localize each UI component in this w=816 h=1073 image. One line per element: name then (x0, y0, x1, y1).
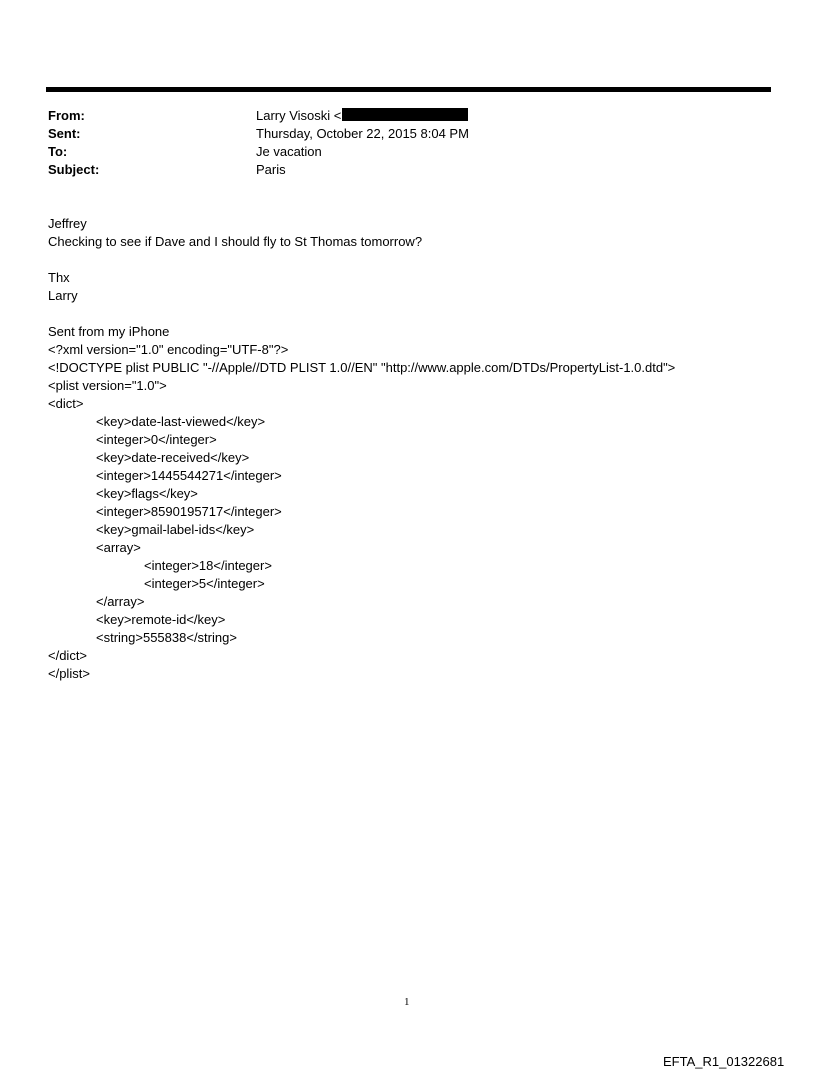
body-line: <?xml version="1.0" encoding="UTF-8"?> (48, 342, 289, 357)
sent-value: Thursday, October 22, 2015 8:04 PM (256, 126, 469, 141)
header-rule (46, 87, 771, 92)
body-line: <dict> (48, 396, 84, 411)
from-value (256, 107, 468, 125)
body-line: <key>date-received</key> (96, 450, 250, 465)
body-line: <key>flags</key> (96, 486, 198, 501)
body-line: Thx (48, 270, 70, 285)
bates-stamp: EFTA_R1_01322681 (663, 1054, 785, 1069)
body-line: Sent from my iPhone (48, 324, 170, 339)
body-line: Jeffrey (48, 216, 87, 231)
body-line: <string>555838</string> (96, 630, 237, 645)
body-line: <integer>8590195717</integer> (96, 504, 282, 519)
body-line: <integer>1445544271</integer> (96, 468, 282, 483)
from-name: Larry Visoski < (256, 108, 342, 123)
body-line: <integer>18</integer> (144, 558, 272, 573)
body-line: <plist version="1.0"> (48, 378, 167, 393)
body-line: </dict> (48, 648, 88, 663)
body-line: <integer>5</integer> (144, 576, 265, 591)
to-value: Je vacation (256, 144, 322, 159)
body-line: Checking to see if Dave and I should fly to St Thomas tomorrow? (48, 234, 423, 249)
subject-value: Paris (256, 162, 286, 177)
body-line: <!DOCTYPE plist PUBLIC "-//Apple//DTD PLIST 1.0//EN" "http://www.apple.com/DTDs/PropertyList-1.0.dtd"> (48, 360, 676, 375)
subject-label: Subject: (48, 162, 100, 177)
body-line: <integer>0</integer> (96, 432, 217, 447)
to-label: To: (48, 144, 68, 159)
body-line: Larry (48, 288, 78, 303)
body-line: <array> (96, 540, 141, 555)
body-line: <key>gmail-label-ids</key> (96, 522, 255, 537)
email-body (48, 215, 808, 695)
page-number: 1 (404, 996, 410, 1008)
body-line: </plist> (48, 666, 90, 681)
body-line: <key>date-last-viewed</key> (96, 414, 266, 429)
redaction-bar (342, 108, 468, 121)
body-line: <key>remote-id</key> (96, 612, 226, 627)
body-line: </array> (96, 594, 145, 609)
sent-label: Sent: (48, 126, 81, 141)
from-label: From: (48, 108, 85, 123)
